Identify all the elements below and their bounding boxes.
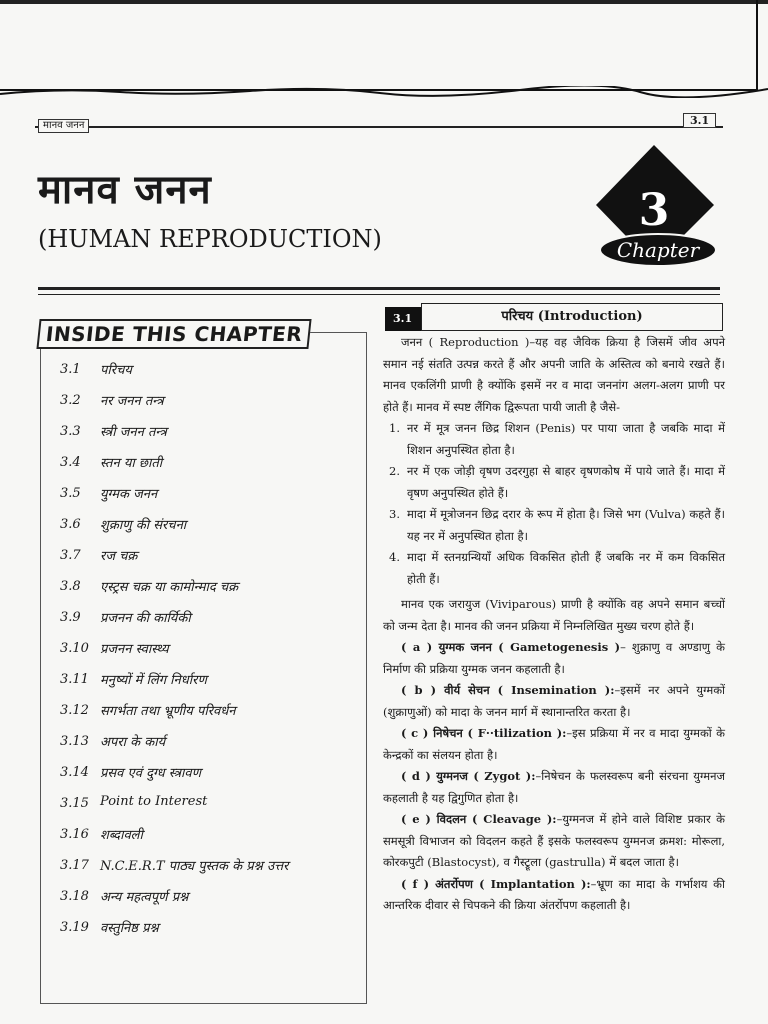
chapter-number: 3 [638, 185, 670, 236]
toc-item-number: 3.13 [60, 734, 89, 749]
toc-item-text: अन्य महत्वपूर्ण प्रश्न [100, 890, 189, 905]
dimorphism-point [383, 461, 725, 504]
toc-item-text: वस्तुनिष्ठ प्रश्न [100, 921, 159, 936]
dimorphism-point [383, 418, 725, 461]
toc-item [60, 821, 360, 852]
toc-item-number: 3.14 [60, 765, 89, 780]
stage-paragraph [383, 723, 725, 766]
stage-text: –इस प्रक्रिया में नर व मादा युग्मकों के केन्द्रकों का संलयन होता है। [383, 726, 726, 762]
point-text: मादा में स्तनग्रन्थियाँ अधिक विकसित होती हैं जबकि नर में कम विकसित होती हैं। [407, 550, 725, 586]
stage-paragraph [383, 766, 725, 809]
toc-item-number: 3.16 [60, 827, 89, 842]
toc-item [60, 387, 360, 418]
toc-list [60, 356, 360, 945]
toc-item-text: रज चक्र [100, 549, 138, 564]
toc-item-text: N.C.E.R.T पाठ्य पुस्तक के प्रश्न उत्तर [100, 859, 289, 874]
toc-item-number: 3.18 [60, 889, 89, 904]
chapter-title-english: (HUMAN REPRODUCTION) [38, 225, 382, 253]
section-body [383, 332, 725, 917]
toc-item [60, 356, 360, 387]
toc-item-text: शब्दावली [100, 828, 143, 843]
stage-text: –युग्मनज में होने वाले विशिष्ट प्रकार के समसूत्री विभाजन को विदलन कहते हैं इसके फलस्वरूप युग्मनज क्रमश: मोरूला, कोरकपुटी (Blastocyst), व गैस्ट्रूला (gastrulla) में बदल जाता है। [383, 812, 725, 869]
stage-label: ( e ) विदलन ( Cleavage ): [401, 812, 557, 826]
toc-item [60, 604, 360, 635]
toc-item-text: प्रजनन स्वास्थ्य [100, 642, 169, 657]
point-number: 4. [389, 550, 400, 564]
toc-item-text: स्तन या छाती [100, 456, 163, 471]
toc-item-number: 3.19 [60, 920, 89, 935]
toc-item-number: 3.15 [60, 796, 89, 811]
stage-label: ( a ) युग्मक जनन ( Gametogenesis ) [401, 640, 621, 654]
section-number: 3.1 [385, 307, 421, 331]
title-rule-thin [38, 294, 720, 295]
stage-text: –भ्रूण का मादा के गर्भाशय की आन्तरिक दीवार से चिपकने की क्रिया अंतर्रोपण कहलाती है। [383, 876, 725, 912]
point-number: 1. [389, 421, 400, 435]
toc-item [60, 697, 360, 728]
point-text: नर में एक जोड़ी वृषण उदरगुहा से बाहर वृषणकोष में पाये जाते हैं। मादा में वृषण अनुपस्थित होते हैं। [407, 464, 725, 500]
toc-item-number: 3.17 [60, 858, 89, 873]
point-number: 3. [389, 507, 400, 521]
toc-item-text: नर जनन तन्त्र [100, 394, 164, 409]
intro-paragraph: जनन ( Reproduction )–यह वह जैविक क्रिया है जिसमें जीव अपने समान नई संतति उत्पन्न करते हैं और अपनी जाति के अस्तित्व को बनाये रखते हैं। मानव एकलिंगी प्राणी है क्योंकि इसमें नर व मादा जननांग अलग-अलग प्राणी पर होते हैं। मानव में स्पष्ट लैंगिक द्विरूपता पायी जाती है जैसे- [383, 335, 725, 414]
toc-item-text: प्रजनन की कार्यिकी [100, 611, 191, 626]
toc-item [60, 480, 360, 511]
toc-item [60, 542, 360, 573]
stage-paragraph [383, 637, 725, 680]
toc-item-number: 3.10 [60, 641, 89, 656]
stage-paragraph [383, 874, 725, 917]
chapter-label: Chapter [616, 238, 700, 262]
toc-item-number: 3.7 [60, 548, 81, 563]
toc-item-number: 3.11 [60, 672, 89, 687]
section-title: परिचय (Introduction) [421, 303, 723, 331]
stage-paragraph [383, 680, 725, 723]
toc-item-text: परिचय [100, 363, 132, 378]
stage-label: ( f ) अंतर्रोपण ( Implantation ): [401, 876, 591, 891]
toc-item [60, 666, 360, 697]
dimorphism-point [383, 504, 725, 547]
toc-item-number: 3.2 [60, 393, 81, 408]
chapter-title-hindi: मानव जनन [38, 166, 212, 213]
toc-item-number: 3.6 [60, 517, 81, 532]
stage-text: –निषेचन के फलस्वरूप बनी संरचना युग्मनज कहलाती है यह द्विगुणित होता है। [383, 769, 725, 805]
toc-item [60, 914, 360, 945]
toc-item-text: स्त्री जनन तन्त्र [100, 425, 167, 440]
toc-item [60, 573, 360, 604]
toc-item-text: अपरा के कार्य [100, 735, 166, 750]
toc-item-number: 3.1 [60, 362, 81, 377]
point-text: मादा में मूत्रोजनन छिद्र दरार के रूप में होता है। जिसे भग (Vulva) कहते हैं। यह नर में अनुपस्थित होता है। [407, 507, 725, 543]
running-head: मानव जनन [38, 119, 89, 133]
toc-item [60, 449, 360, 480]
dimorphism-point [383, 547, 725, 590]
toc-item [60, 790, 360, 821]
toc-item-number: 3.9 [60, 610, 81, 625]
toc-item-number: 3.4 [60, 455, 81, 470]
inside-chapter-heading: INSIDE THIS CHAPTER [36, 319, 311, 349]
header-rule [35, 126, 723, 128]
toc-item-text: प्रसव एवं दुग्ध स्त्रावण [100, 766, 202, 781]
dimorphism-points [383, 418, 725, 590]
stage-text: –इसमें नर अपने युग्मकों (शुक्राणुओं) को मादा के जनन मार्ग में स्थानान्तरित करता है। [383, 683, 726, 719]
toc-item-number: 3.12 [60, 703, 89, 718]
toc-item-text: Point to Interest [100, 794, 208, 809]
toc-item-number: 3.3 [60, 424, 81, 439]
stage-label: ( d ) युग्मनज ( Zygot ): [401, 769, 536, 783]
stage-label: ( b ) वीर्य सेचन ( Insemination ): [401, 683, 615, 697]
reproduction-stages [383, 637, 725, 917]
stage-text: – शुक्राणु व अण्डाणु के निर्माण की प्रक्रिया युग्मक जनन कहलाती है। [383, 640, 725, 676]
toc-item [60, 511, 360, 542]
toc-item-text: सगर्भता तथा भ्रूणीय परिवर्धन [100, 704, 236, 719]
title-rule-thick [38, 287, 720, 290]
toc-item-text: शुक्राणु की संरचना [100, 518, 187, 533]
page-number: 3.1 [683, 113, 716, 128]
point-text: नर में मूत्र जनन छिद्र शिशन (Penis) पर पाया जाता है जबकि मादा में शिशन अनुपस्थित होता है। [407, 421, 725, 457]
wavy-divider [0, 86, 768, 98]
top-blank-box [0, 0, 758, 91]
toc-item-text: एस्ट्रस चक्र या कामोन्माद चक्र [100, 580, 239, 595]
toc-item [60, 728, 360, 759]
toc-item [60, 883, 360, 914]
toc-item [60, 852, 360, 883]
toc-item [60, 635, 360, 666]
stage-paragraph [383, 809, 725, 874]
toc-item-number: 3.5 [60, 486, 81, 501]
toc-item-text: मनुष्यों में लिंग निर्धारण [100, 673, 207, 688]
chapter-badge [596, 145, 720, 275]
toc-item [60, 418, 360, 449]
toc-item [60, 759, 360, 790]
point-number: 2. [389, 464, 400, 478]
viviparous-paragraph: मानव एक जरायुज (Viviparous) प्राणी है क्योंकि वह अपने समान बच्चों को जन्म देता है। मानव की जनन प्रक्रिया में निम्नलिखित मुख्य चरण होते हैं। [383, 597, 725, 633]
toc-item-number: 3.8 [60, 579, 81, 594]
toc-item-text: युग्मक जनन [100, 487, 158, 502]
stage-label: ( c ) निषेचन ( F··tilization ): [401, 726, 567, 740]
